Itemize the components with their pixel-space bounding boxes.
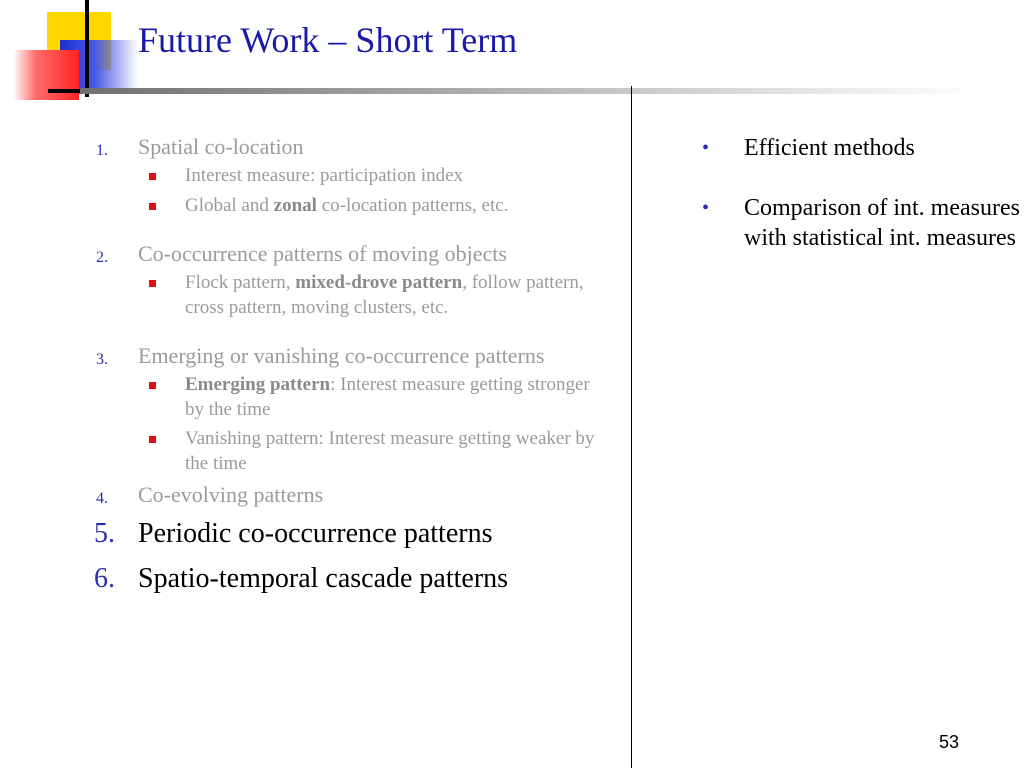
square-bullet-icon <box>149 203 156 210</box>
sub-list <box>138 271 610 320</box>
sub-list <box>138 164 610 218</box>
item-text: Spatio-temporal cascade patterns <box>138 563 509 594</box>
square-bullet-icon <box>149 382 156 389</box>
item-text: Co-evolving patterns <box>138 482 324 507</box>
list-item-5 <box>90 517 610 551</box>
page-number: 53 <box>939 732 960 752</box>
square-bullet-icon <box>149 280 156 287</box>
sub-item: Global and zonal co-location patterns, etc. <box>138 194 610 219</box>
list-item-3 <box>90 342 610 476</box>
bullet-dot-icon: • <box>702 197 710 219</box>
item-number: 1. <box>96 142 108 159</box>
sub-item: Interest measure: participation index <box>138 164 610 189</box>
square-bullet-icon <box>149 436 156 443</box>
list-item-4 <box>90 481 610 509</box>
item-text: Co-occurrence patterns of moving objects <box>138 241 507 266</box>
title-underline <box>80 88 980 94</box>
item-text: Emerging or vanishing co-occurrence patterns <box>138 343 545 368</box>
slide-title: Future Work – Short Term <box>138 20 518 60</box>
sub-item: Emerging pattern: Interest measure getting stronger by the time <box>138 373 610 422</box>
list-item-2 <box>90 240 610 320</box>
item-number: 3. <box>96 351 108 368</box>
left-column <box>90 133 610 596</box>
item-text: Spatial co-location <box>138 134 304 159</box>
sub-list <box>138 373 610 476</box>
bullet-dot-icon: • <box>702 137 710 159</box>
item-number: 6. <box>94 563 115 594</box>
item-text: Periodic co-occurrence patterns <box>138 518 493 549</box>
item-number: 4. <box>96 490 108 507</box>
bullet-item-2: • Comparison of int. measures with statistical int. measures <box>702 195 1020 251</box>
item-number: 2. <box>96 249 108 266</box>
item-number: 5. <box>94 518 115 549</box>
right-column <box>702 133 1022 253</box>
logo-vertical-line <box>85 0 89 97</box>
list-item-1 <box>90 133 610 218</box>
square-bullet-icon <box>149 173 156 180</box>
sub-item: Vanishing pattern: Interest measure getting weaker by the time <box>138 427 610 476</box>
column-divider <box>631 86 632 768</box>
list-item-6 <box>90 562 610 596</box>
bullet-item-1: • Efficient methods <box>702 135 915 161</box>
sub-item: Flock pattern, mixed-drove pattern, follow pattern, cross pattern, moving clusters, etc. <box>138 271 610 320</box>
